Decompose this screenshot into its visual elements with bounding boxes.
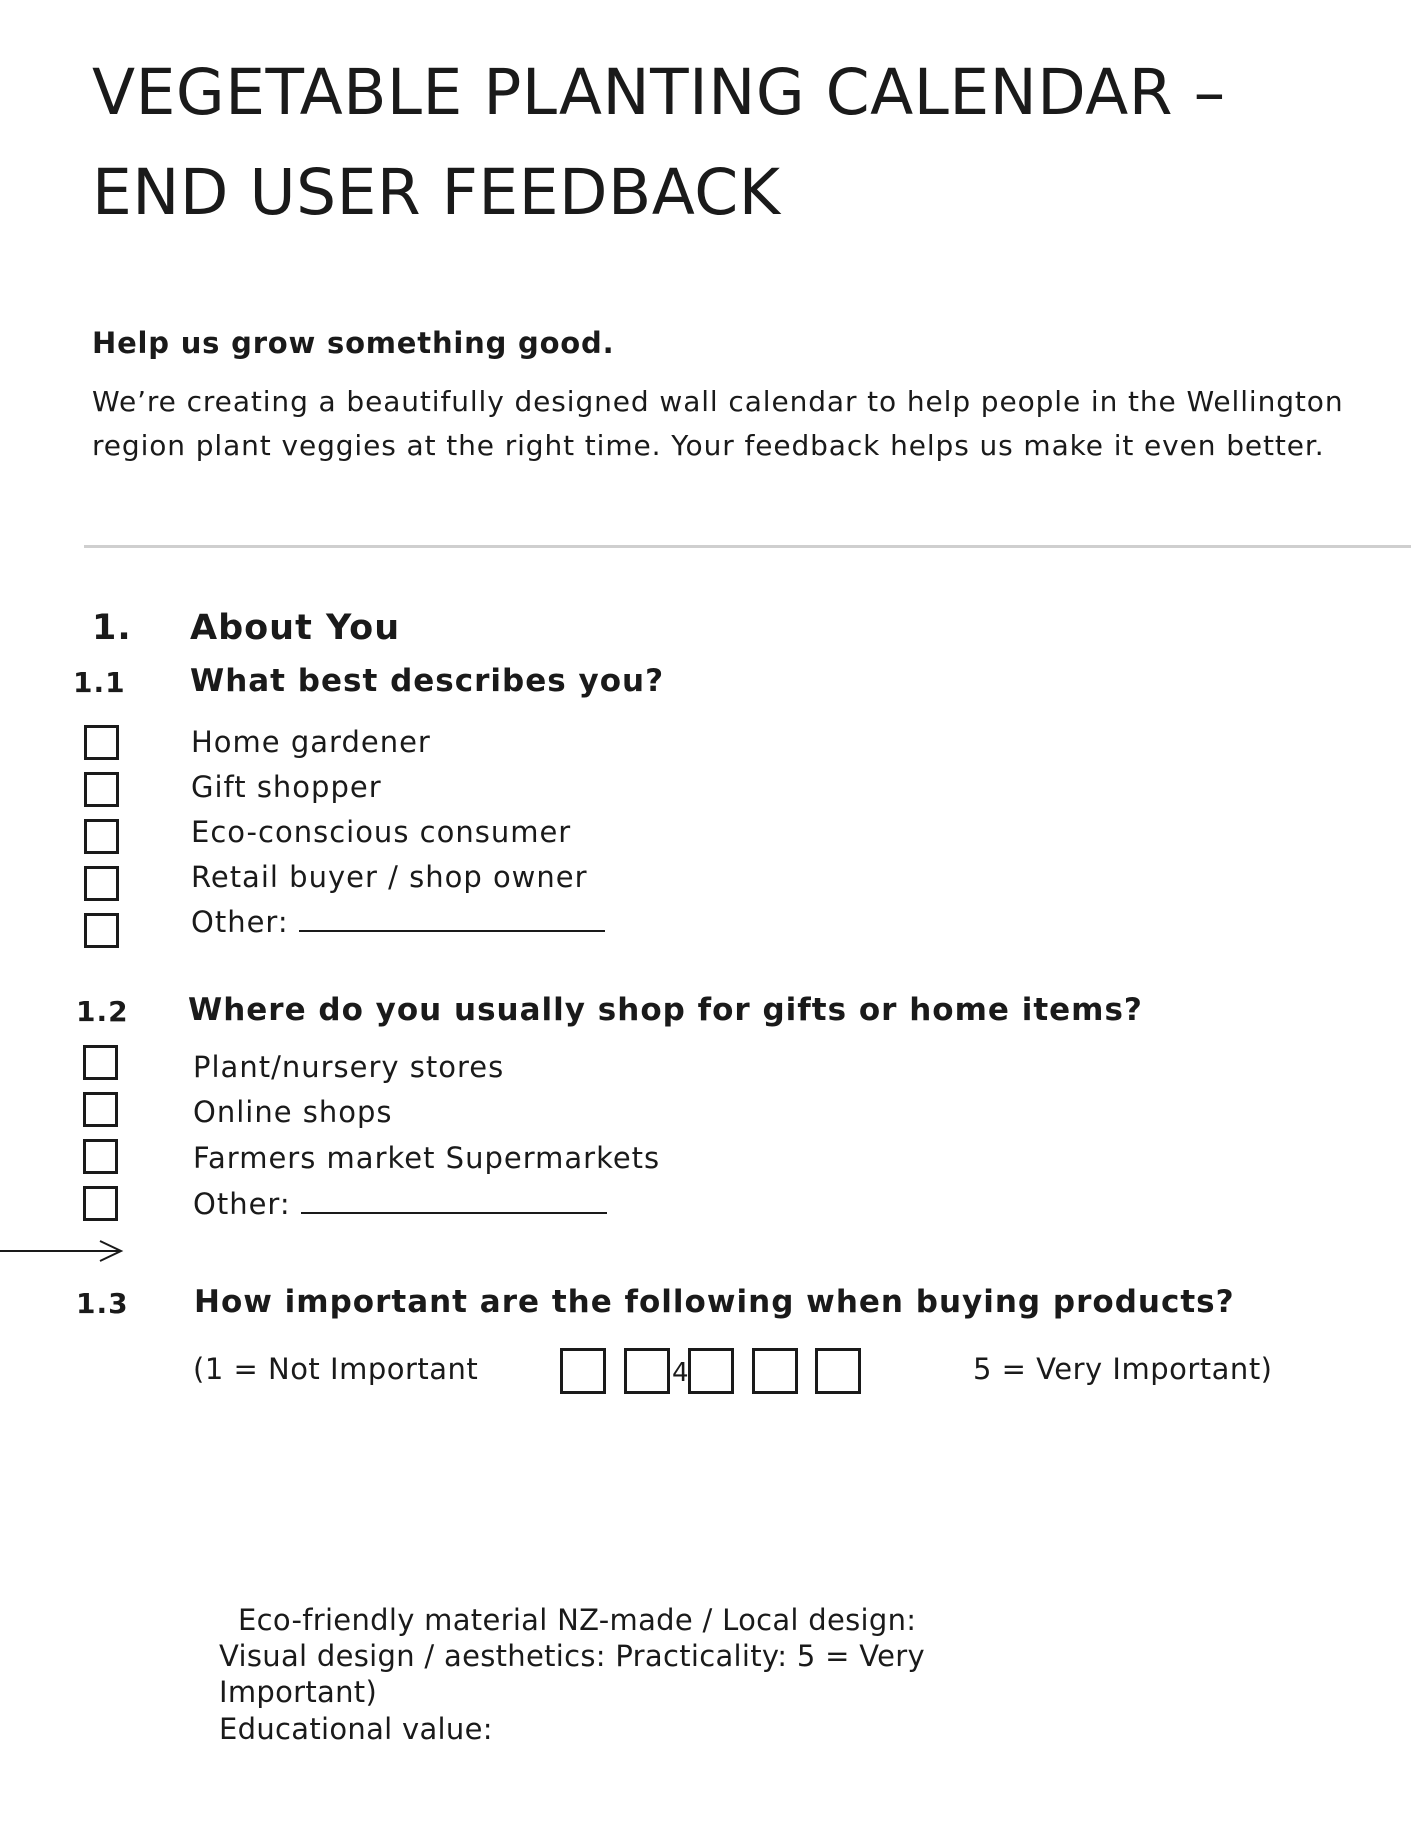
rating-box-3[interactable] xyxy=(688,1348,734,1394)
question-1-3-number: 1.3 xyxy=(76,1287,129,1320)
page-title-line-1: VEGETABLE PLANTING CALENDAR – xyxy=(92,56,1226,129)
question-1-1-text: What best describes you? xyxy=(190,663,665,699)
tagline: Help us grow something good. xyxy=(92,326,615,360)
checkbox-other-1-1[interactable] xyxy=(84,913,119,948)
checkbox-eco-conscious-consumer[interactable] xyxy=(84,819,119,854)
section-title: About You xyxy=(190,608,401,648)
arrow-right-icon xyxy=(0,1238,125,1264)
question-1-1-number: 1.1 xyxy=(73,666,126,699)
checkbox-online-shops[interactable] xyxy=(83,1092,118,1127)
checkbox-gift-shopper[interactable] xyxy=(84,772,119,807)
option-other-1-1 xyxy=(191,905,605,939)
option-farmers-market: Farmers market Supermarkets xyxy=(193,1141,661,1175)
option-home-gardener: Home gardener xyxy=(191,725,431,759)
other-1-1-write-in-line[interactable] xyxy=(299,930,605,932)
section-number: 1. xyxy=(92,608,132,648)
scale-low-label: (1 = Not Important xyxy=(193,1352,479,1386)
rating-box-4[interactable] xyxy=(752,1348,798,1394)
option-other-1-2 xyxy=(193,1187,607,1221)
option-online-shops: Online shops xyxy=(193,1095,393,1129)
other-1-2-write-in-line[interactable] xyxy=(301,1212,607,1214)
criteria-line-2: Visual design / aesthetics: Practicality: 5 = Very xyxy=(219,1639,925,1673)
overlay-digit: 4 xyxy=(672,1358,689,1388)
option-retail-buyer: Retail buyer / shop owner xyxy=(191,860,588,894)
checkbox-other-1-2[interactable] xyxy=(83,1186,118,1221)
rating-box-1[interactable] xyxy=(560,1348,606,1394)
section-divider xyxy=(84,545,1411,548)
checkbox-home-gardener[interactable] xyxy=(84,725,119,760)
intro-line-2: region plant veggies at the right time. Your feedback helps us make it even better. xyxy=(92,429,1325,462)
rating-box-5[interactable] xyxy=(815,1348,861,1394)
checkbox-farmers-market[interactable] xyxy=(83,1139,118,1174)
option-gift-shopper: Gift shopper xyxy=(191,770,382,804)
intro-line-1: We’re creating a beautifully designed wall calendar to help people in the Wellington xyxy=(92,385,1344,418)
option-eco-conscious-consumer: Eco-conscious consumer xyxy=(191,815,572,849)
page-title-line-2: END USER FEEDBACK xyxy=(92,156,781,229)
question-1-3-text: How important are the following when buying products? xyxy=(194,1284,1235,1320)
criteria-line-3: Important) xyxy=(219,1675,378,1709)
option-plant-nursery-stores: Plant/nursery stores xyxy=(193,1050,505,1084)
option-other-1-1-label: Other: xyxy=(191,905,289,939)
intro-paragraph xyxy=(92,380,1343,468)
criteria-line-4: Educational value: xyxy=(219,1712,493,1746)
option-other-1-2-label: Other: xyxy=(193,1187,291,1221)
question-1-2-text: Where do you usually shop for gifts or home items? xyxy=(188,992,1143,1028)
rating-box-2[interactable] xyxy=(624,1348,670,1394)
checkbox-retail-buyer[interactable] xyxy=(84,866,119,901)
criteria-line-1: Eco-friendly material NZ-made / Local design: xyxy=(238,1603,917,1637)
question-1-2-number: 1.2 xyxy=(76,995,129,1028)
checkbox-plant-nursery-stores[interactable] xyxy=(83,1045,118,1080)
scale-high-label: 5 = Very Important) xyxy=(973,1352,1273,1386)
